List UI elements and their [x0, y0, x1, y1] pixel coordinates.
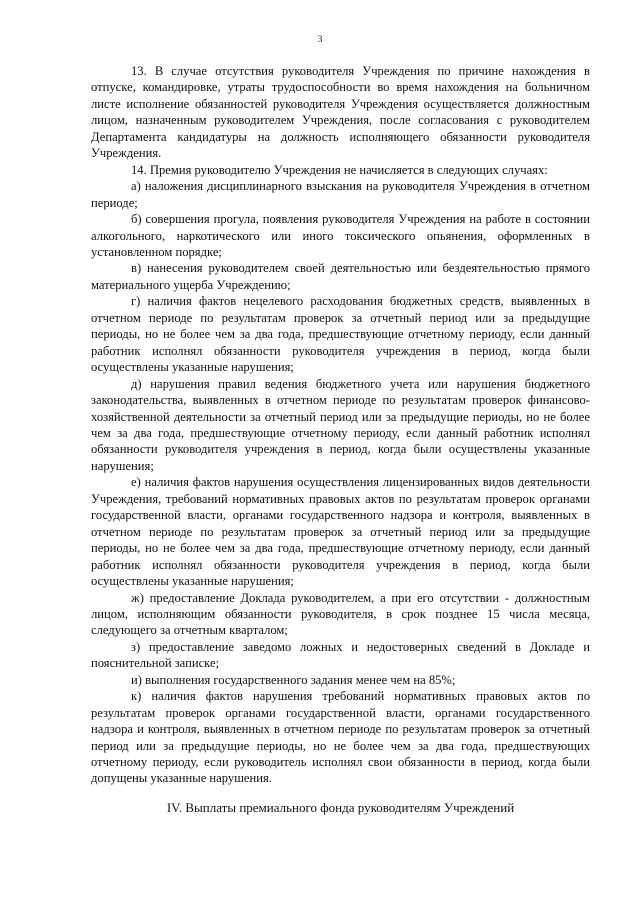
list-item-d: д) нарушения правил ведения бюджетного учета или нарушения бюджетного законодательства, выявленных в отчетном периоде по результатам проверок финансово-хозяйственной деятельности за отчетный период или за предыдущие периоды, но не более чем за два года, предшествующие отчетному периоду, если данный работник исполнял обязанности руководителя учреждения в период, когда были осуществлены указанные нарушения; [91, 376, 590, 473]
page-number: 3 [317, 35, 323, 45]
paragraph-14: 14. Премия руководителю Учреждения не начисляется в следующих случаях: [131, 162, 548, 177]
list-item-g: г) наличия фактов нецелевого расходования бюджетных средств, выявленных в отчетном периоде по результатам проверок за отчетный период или за предыдущие периоды, но не более чем за два года, предшествующие отчетному периоду, если данный работник исполнял обязанности руководителя учреждения в период, когда были осуществлены указанные нарушения; [91, 294, 590, 375]
paragraph-13: 13. В случае отсутствия руководителя Учреждения по причине нахождения в отпуске, командировке, утраты трудоспособности во время нахождения на больничном листе исполнение обязанностей руководителя Учреждения осуществляется должностным лицом, назначенным руководителем Учреждения, после согласования с руководителем Департамента кандидатуры на должность исполняющего обязанности руководителя Учреждения. [91, 64, 590, 161]
list-item-i: и) выполнения государственного задания менее чем на 85%; [131, 672, 456, 687]
list-item-k: к) наличия фактов нарушения требований нормативных правовых актов по результатам проверок органами государственной власти, органами государственного надзора и контроля, выявленных в отчетном периоде по результатам проверок за отчетный период или за предыдущие периоды, но не более чем за два года, предшествующих отчетному периоду, если руководитель исполнял свои обязанности в период, когда были допущены указанные нарушения. [91, 689, 590, 786]
document-body [91, 63, 590, 787]
list-item-v: в) нанесения руководителем своей деятельностью или бездеятельностью прямого материального ущерба Учреждению; [91, 261, 590, 292]
list-item-a: а) наложения дисциплинарного взыскания на руководителя Учреждения в отчетном периоде; [91, 179, 590, 210]
section-heading: IV. Выплаты премиального фонда руководителям Учреждений [166, 800, 515, 815]
list-item-z: з) предоставление заведомо ложных и недостоверных сведений в Докладе и пояснительной записке; [91, 639, 590, 671]
list-item-e: е) наличия фактов нарушения осуществления лицензированных видов деятельности Учреждения, требований нормативных правовых актов по результатам проверок органами государственной власти, органами государственного надзора и контроля, выявленных в отчетном периоде по результатам проверок за отчетный период или за предыдущие периоды, но не более чем за два года, предшествующие отчетному периоду, если данный работник исполнял обязанности руководителя учреждения в период, когда были осуществлены указанные нарушения; [91, 475, 590, 589]
list-item-b: б) совершения прогула, появления руководителя Учреждения на работе в состоянии алкогольного, наркотического или иного токсического опьянения, оформленных в установленном порядке; [91, 212, 590, 259]
list-item-zh: ж) предоставление Доклада руководителем, а при его отсутствии - должностным лицом, исполняющим обязанности руководителя, в срок позднее 15 числа месяца, следующего за отчетным кварталом; [91, 590, 590, 638]
